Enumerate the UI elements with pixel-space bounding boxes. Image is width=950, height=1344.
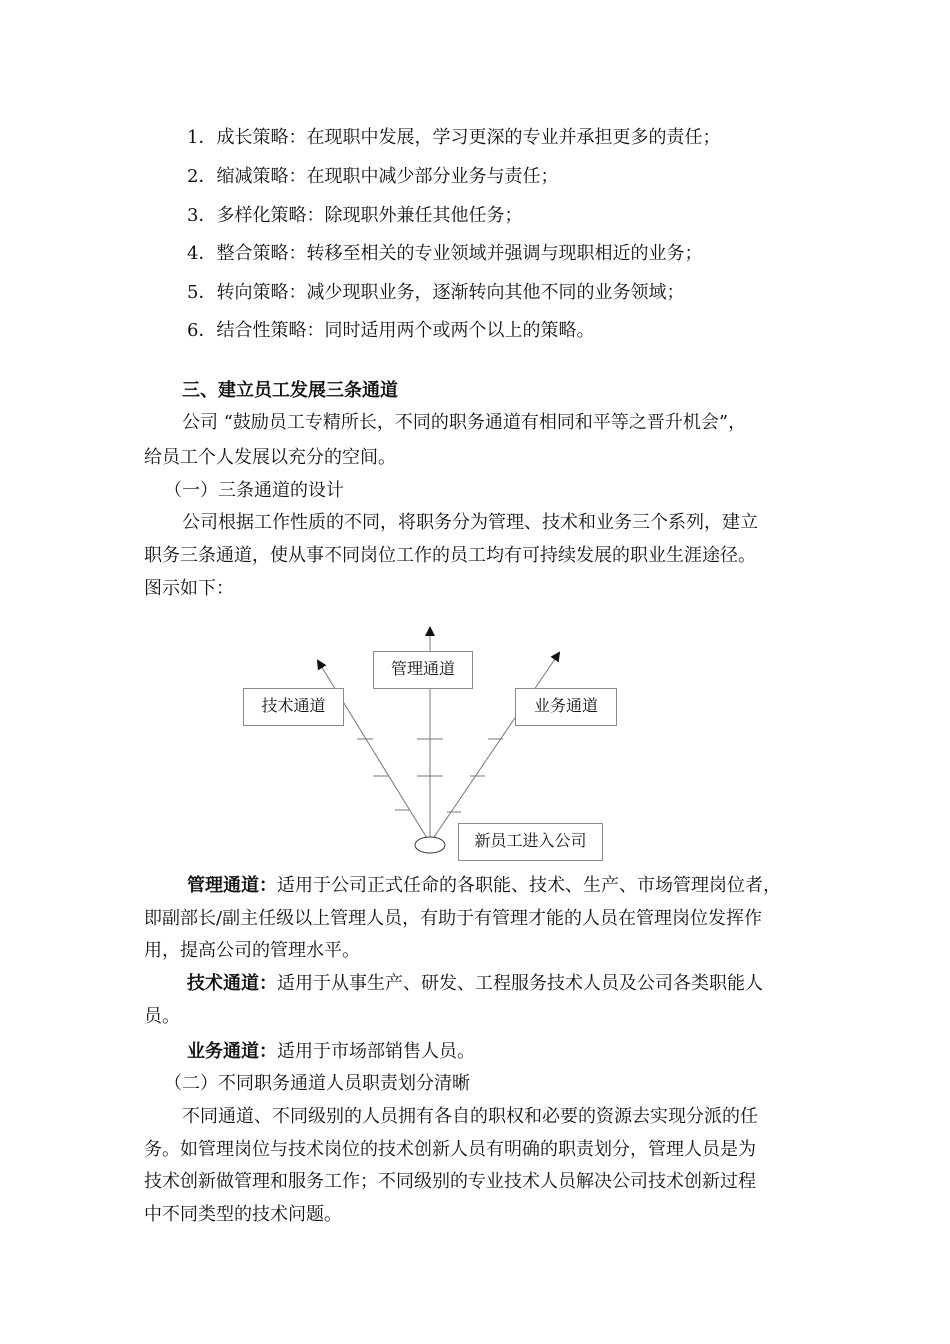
sub1-line-1: 公司根据工作性质的不同，将职务分为管理、技术和业务三个系列，建立 xyxy=(182,512,758,533)
subsection-heading-1: （一）三条通道的设计 xyxy=(164,480,344,501)
business-term: 业务通道： xyxy=(187,1041,277,1062)
management-path-box: 管理通道 xyxy=(373,651,473,689)
start-node xyxy=(415,837,445,853)
entry-box: 新员工进入公司 xyxy=(458,823,603,861)
technical-definition-line-1 xyxy=(187,972,763,996)
strategy-item-2: 2．缩减策略：在现职中减少部分业务与责任； xyxy=(187,166,559,187)
intro-line-1: 公司 “鼓励员工专精所长，不同的职务通道有相同和平等之晋升机会”， xyxy=(182,412,747,433)
sub2-line-3: 技术创新做管理和服务工作；不同级别的专业技术人员解决公司技术创新过程 xyxy=(144,1171,756,1192)
management-text: 适用于公司正式任命的各职能、技术、生产、市场管理岗位者， xyxy=(277,875,781,896)
technical-term: 技术通道： xyxy=(187,973,277,994)
management-definition-line-1 xyxy=(187,874,781,898)
management-term: 管理通道： xyxy=(187,875,277,896)
management-definition-line-3: 用，提高公司的管理水平。 xyxy=(144,940,360,961)
technical-text: 适用于从事生产、研发、工程服务技术人员及公司各类职能人 xyxy=(277,973,763,994)
section-heading: 三、建立员工发展三条通道 xyxy=(182,380,398,401)
strategy-item-3: 3．多样化策略：除现职外兼任其他任务； xyxy=(187,205,523,226)
sub2-line-1: 不同通道、不同级别的人员拥有各自的职权和必要的资源去实现分派的任 xyxy=(182,1106,758,1127)
strategy-item-1: 1．成长策略：在现职中发展，学习更深的专业并承担更多的责任； xyxy=(187,127,721,148)
technical-definition-line-2: 员。 xyxy=(144,1006,180,1027)
subsection-heading-2: （二）不同职务通道人员职责划分清晰 xyxy=(164,1073,470,1094)
strategy-item-6: 6．结合性策略：同时适用两个或两个以上的策略。 xyxy=(187,320,595,341)
sub2-line-2: 务。如管理岗位与技术岗位的技术创新人员有明确的职责划分，管理人员是为 xyxy=(144,1139,756,1160)
strategy-item-5: 5．转向策略：减少现职业务，逐渐转向其他不同的业务领域； xyxy=(187,282,685,303)
strategy-item-4: 4．整合策略：转移至相关的专业领域并强调与现职相近的业务； xyxy=(187,243,703,264)
sub1-line-2: 职务三条通道，使从事不同岗位工作的员工均有可持续发展的职业生涯途径。 xyxy=(144,545,756,566)
sub2-line-4: 中不同类型的技术问题。 xyxy=(144,1204,342,1225)
business-path-box: 业务通道 xyxy=(515,688,617,726)
business-text: 适用于市场部销售人员。 xyxy=(277,1041,475,1062)
technical-path-box: 技术通道 xyxy=(243,688,344,726)
intro-line-2: 给员工个人发展以充分的空间。 xyxy=(144,447,396,468)
business-definition-line xyxy=(187,1040,475,1064)
sub1-line-3: 图示如下： xyxy=(144,578,234,599)
management-definition-line-2: 即副部长/副主任级以上管理人员，有助于有管理才能的人员在管理岗位发挥作 xyxy=(144,908,763,929)
